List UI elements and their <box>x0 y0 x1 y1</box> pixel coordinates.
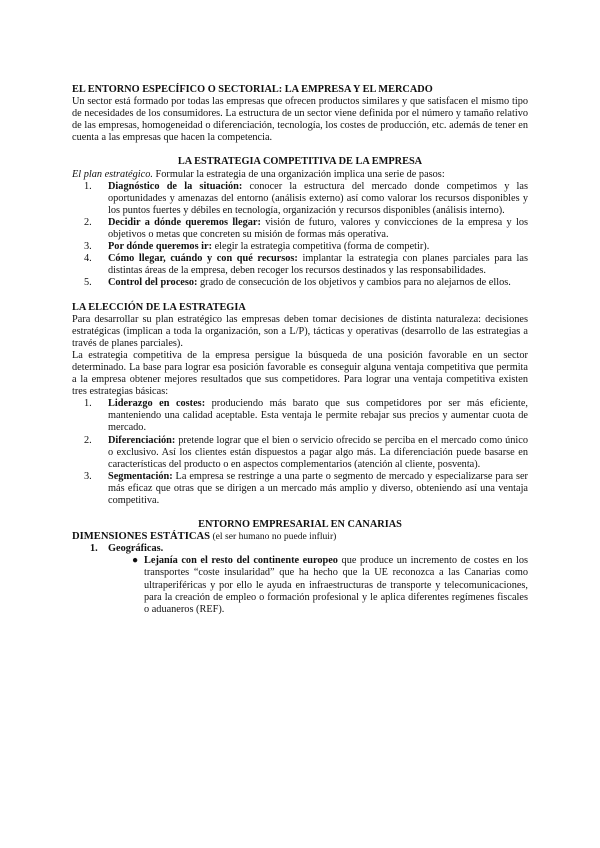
list-item-text: elegir la estrategia competitiva (forma de competir). <box>212 241 430 253</box>
list-number: 2. <box>84 216 92 228</box>
list-item <box>72 253 528 277</box>
list-number: 5. <box>84 277 92 289</box>
list-number: 3. <box>84 470 92 482</box>
list-item-label: Diagnóstico de la situación: <box>108 180 243 192</box>
list-item-text: La empresa se restringe a una parte o segmento de mercado y especializarse para ser más eficaz que otras que se dirigen a un mercado más amplio y diverso, obteniendo así una ventaja competitiva. <box>108 470 528 506</box>
list-number: 3. <box>84 241 92 253</box>
section-title-entorno-especifico: EL ENTORNO ESPECÍFICO O SECTORIAL: LA EMPRESA Y EL MERCADO <box>72 84 433 95</box>
list-item <box>72 471 528 507</box>
paragraph-sector: Un sector está formado por todas las empresas que ofrecen productos similares y que satisfacen el mismo tipo de necesidades de los consumidores. La estructura de un sector viene definida por el número y tamaño relativo de las empresas, homogeneidad o diferenciación, tecnología, los costes de producción, etc. además de tener en cuenta a las empresas que hacen la competencia. <box>72 96 528 144</box>
list-item <box>72 241 528 253</box>
document-page <box>72 84 528 616</box>
steps-list <box>72 181 528 290</box>
plan-estrategico-label: El plan estratégico. <box>72 168 153 180</box>
bullet-icon: ● <box>132 555 139 567</box>
list-number: 1. <box>84 180 92 192</box>
dimensions-list <box>72 543 528 555</box>
paragraph-decisiones: Para desarrollar su plan estratégico las empresas deben tomar decisiones de distinta naturaleza: decisiones estratégicas (implican a toda la organización, son a L/P), tácticas y operativas (desarrollo de las estrategias a través de planes parciales). <box>72 313 528 349</box>
section-title-estrategia-competitiva: LA ESTRATEGIA COMPETITIVA DE LA EMPRESA <box>177 156 423 168</box>
list-item-label: Cómo llegar, cuándo y con qué recursos: <box>108 253 298 265</box>
list-item <box>72 181 528 217</box>
bullet-label: Lejanía con el resto del continente europeo <box>144 555 338 567</box>
list-item-text: implantar la estrategia con planes parciales para las distintas áreas de la empresa, deben recoger los recursos destinados y las responsabilidades. <box>108 253 528 277</box>
list-item-text: pretende lograr que el bien o servicio ofrecido se perciba en el mercado como único o exclusivo. Así los clientes están dispuestos a pagar algo más. La diferenciación puede basarse en características del producto o en aspectos complementarios (atención al cliente, posventa). <box>108 434 528 470</box>
list-item-label: Diferenciación: <box>108 434 176 446</box>
list-item <box>72 435 528 471</box>
plan-estrategico-text: Formular la estrategia de una organización implica una serie de pasos: <box>152 168 445 180</box>
section-title-eleccion-estrategia: LA ELECCIÓN DE LA ESTRATEGIA <box>72 301 246 313</box>
list-item <box>72 277 528 289</box>
list-item-text: visión de futuro, valores y convicciones de la empresa y los objetivos o metas que concreten su misión de formas más operativa. <box>108 216 528 241</box>
list-item-label: Geográficas. <box>108 543 164 555</box>
subtitle-text: DIMENSIONES ESTÁTICAS <box>72 531 211 543</box>
strategies-list <box>72 398 528 507</box>
subtitle-note: (el ser humano no puede influir) <box>210 531 337 543</box>
list-number: 1. <box>84 398 92 410</box>
paragraph-plan-estrategico <box>72 169 528 181</box>
list-item-label: Liderazgo en costes: <box>108 398 206 410</box>
list-item-label: Por dónde queremos ir: <box>108 241 213 253</box>
bullet-item <box>72 555 528 615</box>
list-item-label: Decidir a dónde queremos llegar: <box>108 216 261 228</box>
subtitle-dimensiones-estaticas <box>72 531 528 543</box>
list-item <box>72 543 528 555</box>
section-title-canarias: ENTORNO EMPRESARIAL EN CANARIAS <box>198 519 402 531</box>
list-item-label: Segmentación: <box>108 470 173 482</box>
list-item-text: grado de consecución de los objetivos y cambios para no alejarnos de ellos. <box>197 277 511 289</box>
list-number: 2. <box>84 434 92 446</box>
list-item-text: conocer la estructura del mercado donde competimos y las oportunidades y amenazas del entorno (análisis externo) así como valorar los recursos disponibles y los puntos fuertes y débiles en tecnología, organización y recursos disponibles (análisis interno). <box>108 180 528 216</box>
bullet-text: que produce un incremento de costes en los transportes “coste insularidad” que ha hecho que la UE reconozca a las Canarias como ultraperiféricas y por ello le ayuda en infraestructuras de transporte y telecomunicaciones, para la creación de empleo o formación profesional y le aplica diferentes regímenes fiscales o aduaneros (REF). <box>144 555 528 615</box>
list-item-text: produciendo más barato que sus competidores por ser más eficiente, manteniendo una calidad aceptable. Esta ventaja le permite rebajar sus precios y aumentar cuota de mercado. <box>108 398 528 434</box>
list-item <box>72 217 528 241</box>
list-item-label: Control del proceso: <box>108 277 198 289</box>
list-item <box>72 398 528 434</box>
list-number: 4. <box>84 253 92 265</box>
list-number: 1. <box>90 543 98 555</box>
paragraph-ventaja-competitiva: La estrategia competitiva de la empresa persigue la búsqueda de una posición favorable en un sector determinado. La base para lograr esa posición favorable es conseguir alguna ventaja competitiva que permita a la empresa obtener mejores resultados que sus competidores. Para lograr una ventaja competitiva existen tres estrategias básicas: <box>72 349 528 398</box>
